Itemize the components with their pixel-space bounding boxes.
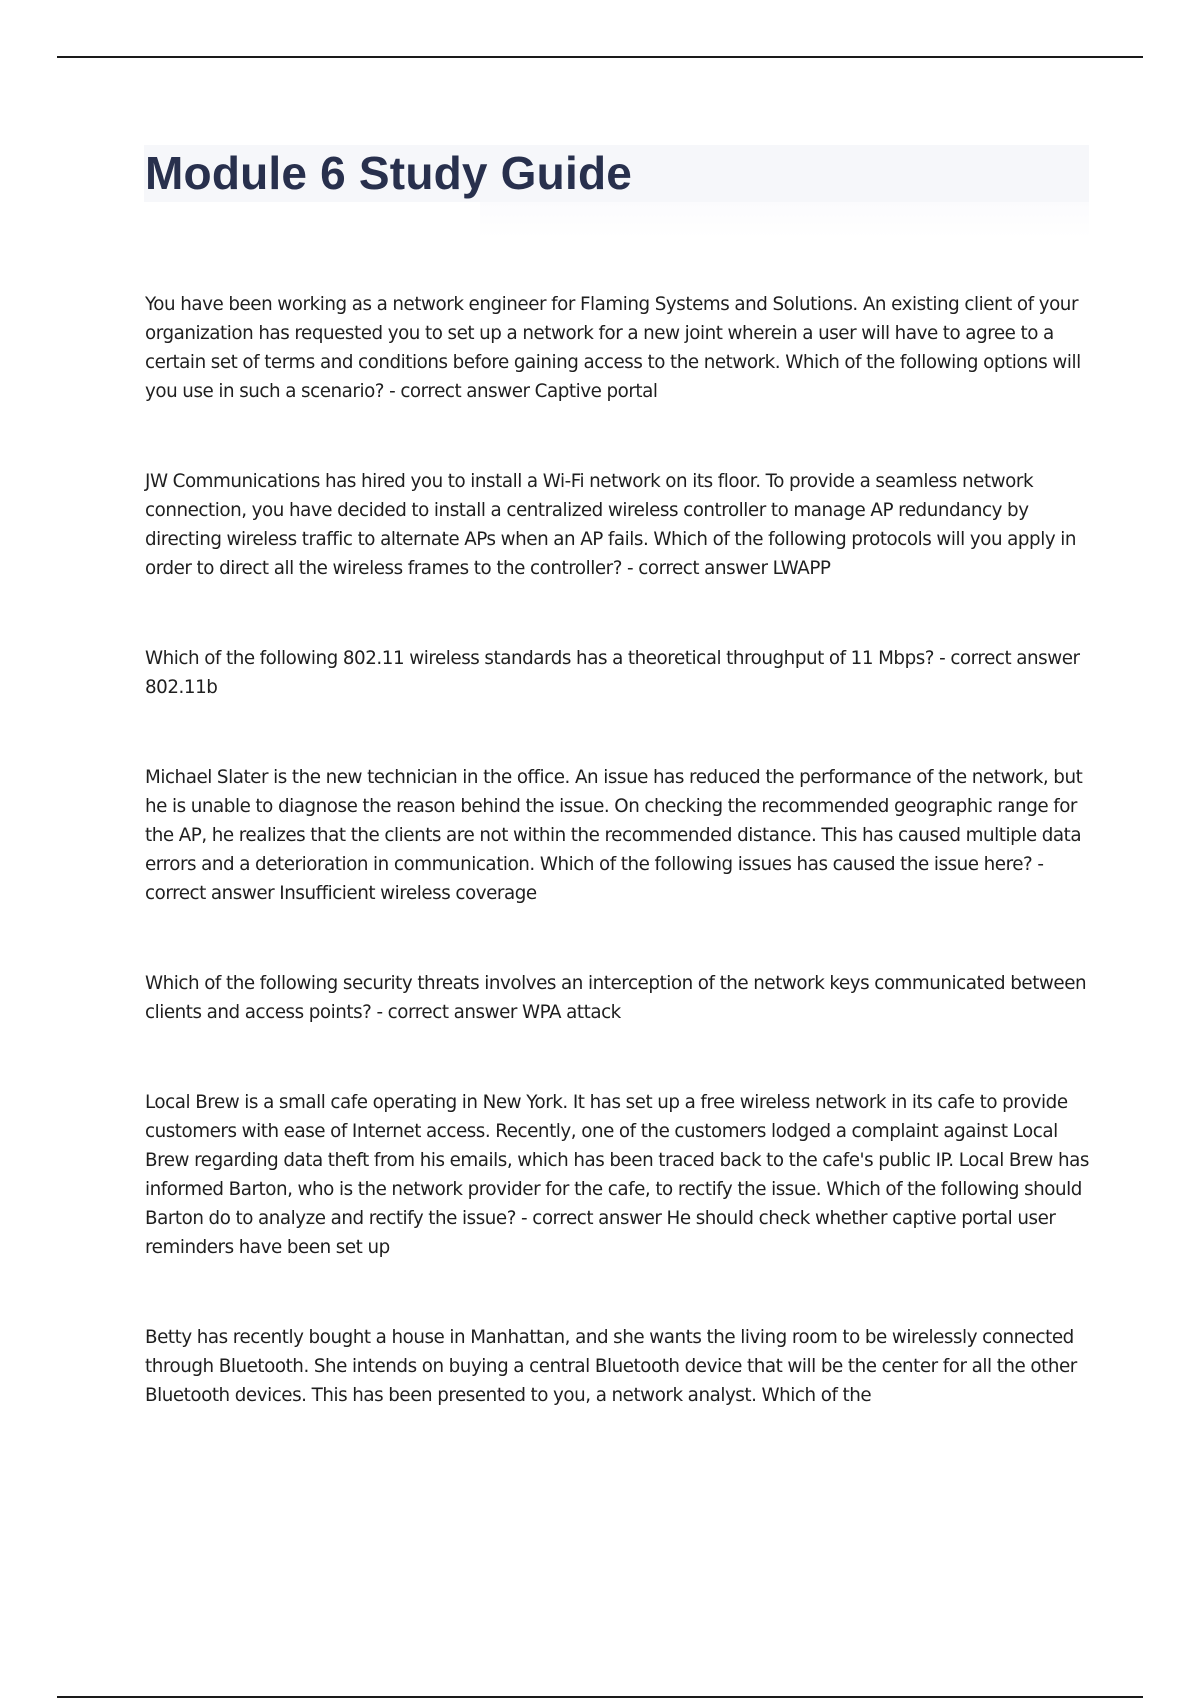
question-answer-3: Which of the following 802.11 wireless standards has a theoretical throughput of 11 Mbps? - correct answer 802.11b	[145, 648, 1080, 698]
question-answer-7: Betty has recently bought a house in Manhattan, and she wants the living room to be wirelessly connected through Bluetooth. She intends on buying a central Bluetooth device that will be the center for all the other Bluetooth devices. This has been presented to you, a network analyst. Which of the	[145, 1327, 1077, 1406]
title-banner-shadow	[480, 202, 1089, 238]
question-answer-6: Local Brew is a small cafe operating in New York. It has set up a free wireless network in its cafe to provide customers with ease of Internet access. Recently, one of the customers lodged a complaint against Local Brew regarding data theft from his emails, which has been traced back to the cafe's public IP. Local Brew has informed Barton, who is the network provider for the cafe, to rectify the issue. Which of the following should Barton do to analyze and rectify the issue? - correct answer He should check whether captive portal user reminders have been set up	[145, 1092, 1089, 1258]
question-answer-4: Michael Slater is the new technician in the office. An issue has reduced the performance of the network, but he is unable to diagnose the reason behind the issue. On checking the recommended geographic range for the AP, he realizes that the clients are not within the recommended distance. This has caused multiple data errors and a deterioration in communication. Which of the following issues has caused the issue here? - correct answer Insufficient wireless coverage	[145, 767, 1083, 904]
bottom-divider	[57, 1696, 1143, 1698]
question-answer-5: Which of the following security threats involves an interception of the network keys communicated between clients and access points? - correct answer WPA attack	[145, 973, 1087, 1023]
question-answer-1: You have been working as a network engineer for Flaming Systems and Solutions. An existing client of your organization has requested you to set up a network for a new joint wherein a user will have to agree to a certain set of terms and conditions before gaining access to the network. Which of the following options will you use in such a scenario? - correct answer Captive portal	[145, 294, 1081, 402]
page-title: Module 6 Study Guide	[145, 147, 633, 199]
top-divider	[57, 56, 1143, 58]
study-guide-content	[145, 290, 1090, 1471]
question-answer-2: JW Communications has hired you to install a Wi-Fi network on its floor. To provide a seamless network connection, you have decided to install a centralized wireless controller to manage AP redundancy by directing wireless traffic to alternate APs when an AP fails. Which of the following protocols will you apply in order to direct all the wireless frames to the controller? - correct answer LWAPP	[145, 471, 1077, 579]
